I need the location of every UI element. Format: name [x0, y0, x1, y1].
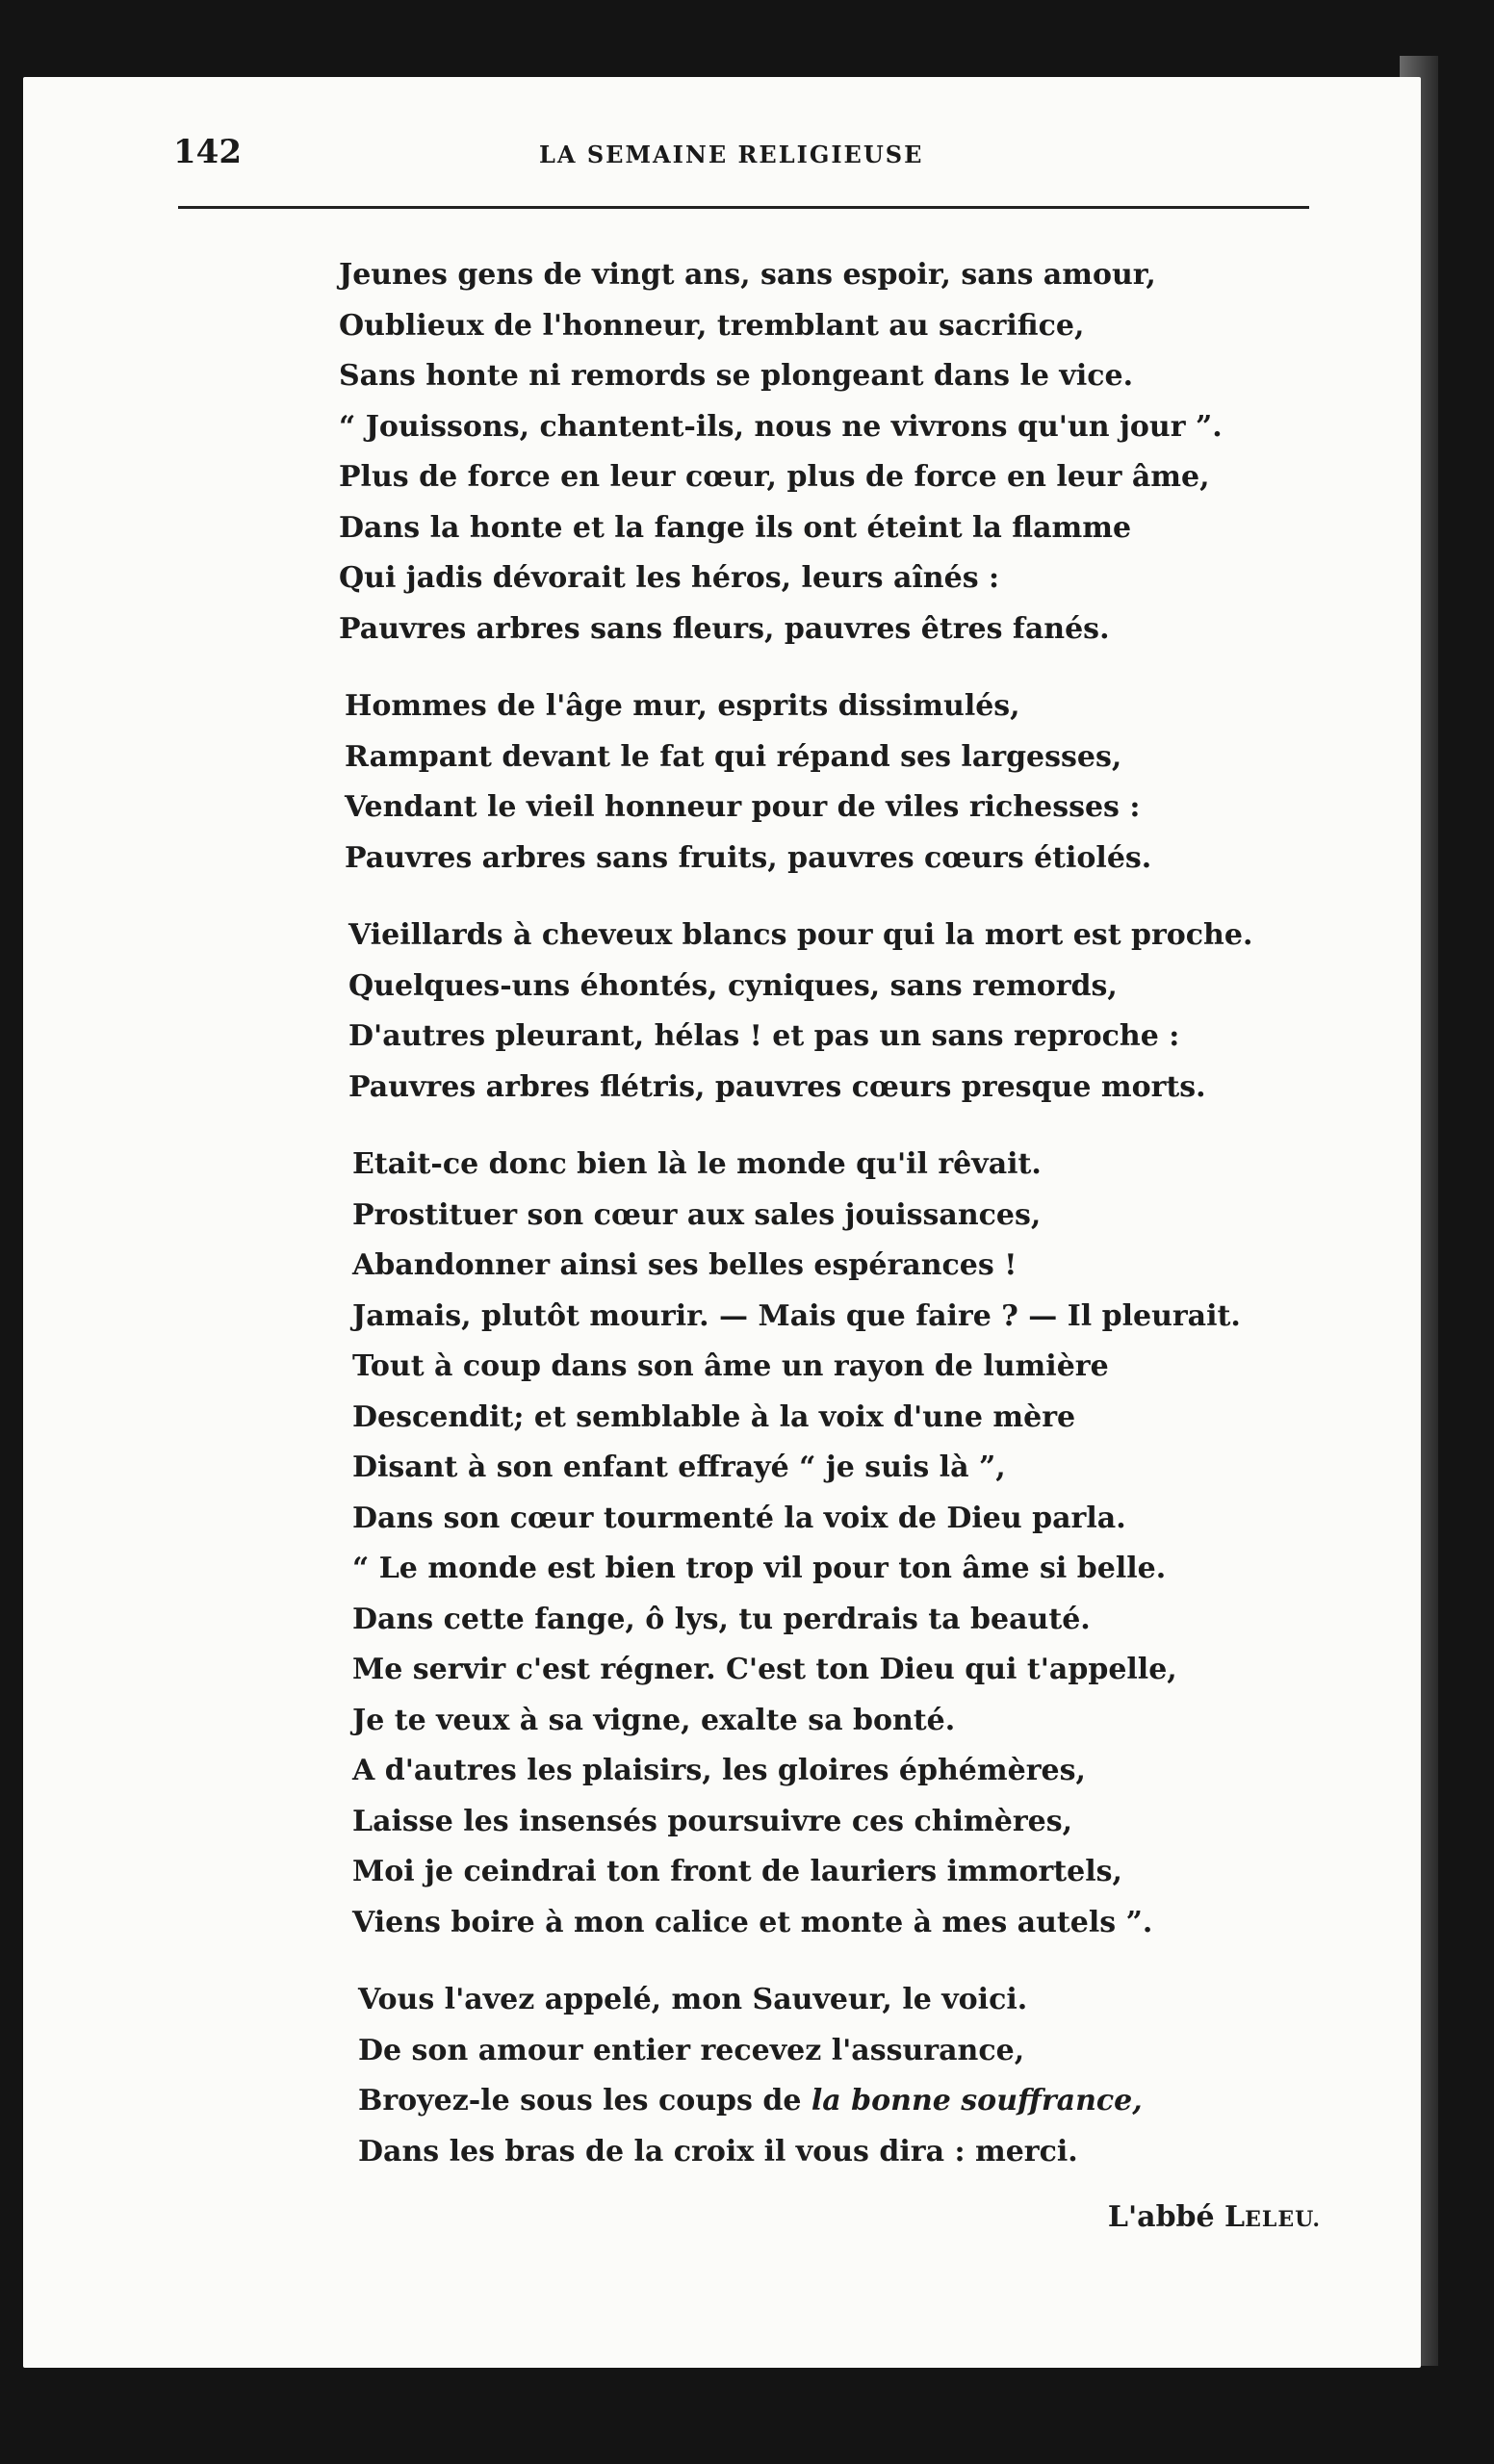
poem-line: Laisse les insensés poursuivre ces chimères,: [352, 1804, 1073, 1838]
poem-line: De son amour entier recevez l'assurance,: [358, 2033, 1025, 2067]
stanza-4: [339, 1140, 1350, 1948]
poem-line: Viens boire à mon calice et monte à mes autels ”.: [352, 1905, 1153, 1939]
poem-line: Rampant devant le fat qui répand ses largesses,: [345, 739, 1122, 774]
poem-line: Vendant le vieil honneur pour de viles richesses :: [345, 790, 1141, 824]
signature-prefix: L'abbé L: [1107, 2200, 1246, 2234]
poem-line: Abandonner ainsi ses belles espérances !: [352, 1248, 1017, 1282]
poem-line: Tout à coup dans son âme un rayon de lumière: [352, 1349, 1109, 1383]
poem-line: Qui jadis dévorait les héros, leurs aînés :: [339, 561, 1000, 595]
running-title: LA SEMAINE RELIGIEUSE: [539, 141, 924, 168]
poem-line: Disant à son enfant effrayé “ je suis là ”,: [352, 1450, 1006, 1484]
stanza-1: [339, 250, 1350, 654]
stanza-2: [339, 681, 1350, 884]
stanza-final: [339, 1975, 1350, 2177]
poem-line: Descendit; et semblable à la voix d'une mère: [352, 1399, 1076, 1434]
signature: [1108, 2200, 1321, 2234]
poem-line: [339, 2076, 1350, 2127]
poem-line: Quelques-uns éhontés, cyniques, sans remords,: [348, 968, 1118, 1003]
poem: [339, 250, 1350, 2204]
poem-line: Oublieux de l'honneur, tremblant au sacrifice,: [339, 308, 1085, 343]
poem-line: Vous l'avez appelé, mon Sauveur, le voici.: [358, 1983, 1028, 2016]
poem-line: Moi je ceindrai ton front de lauriers immortels,: [352, 1855, 1122, 1888]
poem-line-italic: la bonne souffrance,: [811, 2084, 1143, 2118]
poem-line: A d'autres les plaisirs, les gloires éphémères,: [352, 1754, 1086, 1787]
poem-line: Sans honte ni remords se plongeant dans le vice.: [339, 359, 1134, 393]
poem-line: Je te veux à sa vigne, exalte sa bonté.: [352, 1703, 956, 1737]
poem-line: Pauvres arbres sans fruits, pauvres cœurs étiolés.: [345, 840, 1152, 875]
header-rule: [178, 206, 1309, 209]
poem-line: Hommes de l'âge mur, esprits dissimulés,: [345, 689, 1020, 723]
poem-line: Dans son cœur tourmenté la voix de Dieu parla.: [352, 1501, 1126, 1535]
poem-line: Jamais, plutôt mourir. — Mais que faire ? — Il pleurait.: [352, 1298, 1241, 1333]
poem-line: “ Le monde est bien trop vil pour ton âme si belle.: [352, 1552, 1167, 1585]
poem-line: Dans les bras de la croix il vous dira : merci.: [358, 2134, 1078, 2169]
poem-line: Dans la honte et la fange ils ont éteint la flamme: [339, 510, 1132, 545]
poem-line: Pauvres arbres sans fleurs, pauvres êtres fanés.: [339, 611, 1110, 646]
poem-line: Me servir c'est régner. C'est ton Dieu qui t'appelle,: [352, 1653, 1177, 1686]
poem-line: Plus de force en leur cœur, plus de force en leur âme,: [339, 460, 1210, 494]
poem-line: Prostituer son cœur aux sales jouissances,: [352, 1197, 1042, 1232]
poem-line: “ Jouissons, chantent-ils, nous ne vivrons qu'un jour ”.: [339, 409, 1223, 444]
page-number: 142: [173, 133, 242, 171]
signature-smallcaps: ELEU.: [1245, 2207, 1321, 2232]
poem-line: Pauvres arbres flétris, pauvres cœurs presque morts.: [348, 1069, 1206, 1104]
poem-line: Dans cette fange, ô lys, tu perdrais ta beauté.: [352, 1602, 1091, 1636]
poem-line: Vieillards à cheveux blancs pour qui la mort est proche.: [348, 918, 1253, 952]
poem-line: D'autres pleurant, hélas ! et pas un sans reproche :: [348, 1019, 1180, 1053]
stanza-3: [339, 911, 1350, 1113]
poem-line-text: Broyez-le sous les coups de: [358, 2084, 811, 2118]
poem-line: Etait-ce donc bien là le monde qu'il rêvait.: [352, 1147, 1042, 1181]
poem-line: Jeunes gens de vingt ans, sans espoir, sans amour,: [339, 258, 1156, 292]
